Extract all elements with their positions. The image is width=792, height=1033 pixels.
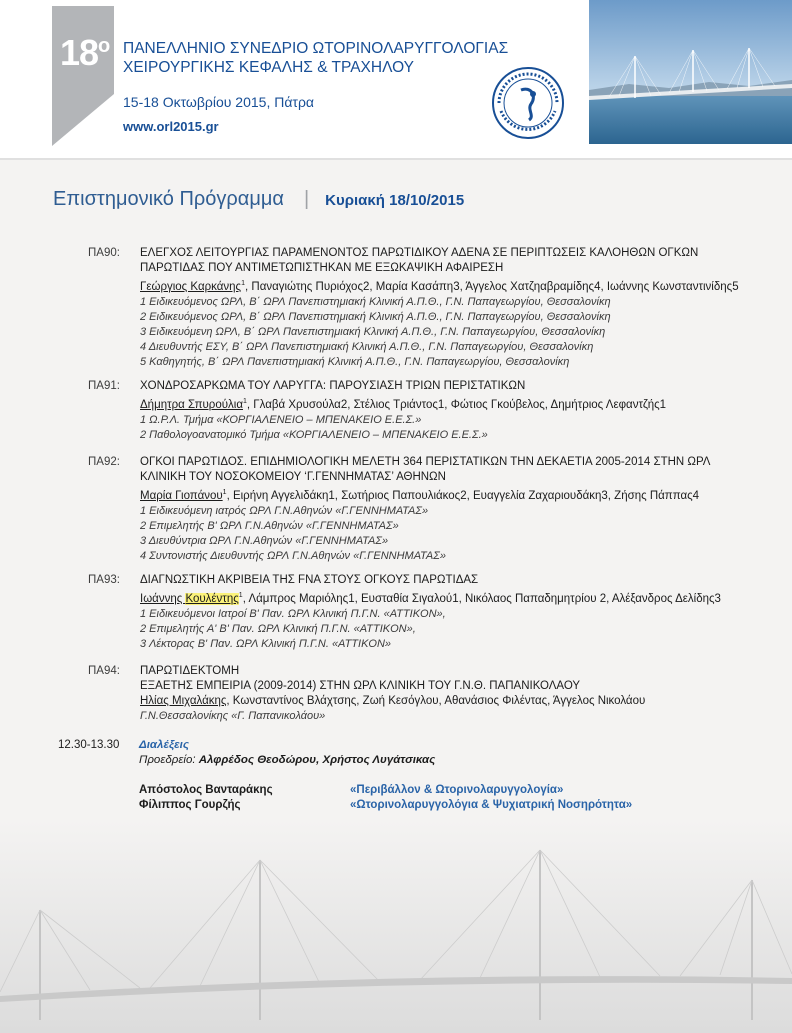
- entry-id: ΠΑ92:: [88, 456, 120, 468]
- coauthors: , Κωνσταντίνος Βλάχτσης, Ζωή Κεσόγλου, Αθανάσιος Φιλέντας, Άγγελος Νικολάου: [226, 695, 646, 707]
- entry-authors: Δήμητρα Σπυρούλια$^1$, Γλαβά Χρυσούλα2, Στέλιος Τριάντος1, Φώτιος Γκούβελος, Δημήτριος Λεφαντζής1: [140, 398, 667, 411]
- highlighted-surname: Κουλέντης: [185, 592, 239, 605]
- coauthors: , Λάμπρος Μαριόλης1, Ευσταθία Σιγαλού1, Νικόλαος Παπαδημητρίου 2, Αλέξανδρος Δελίδης3: [242, 592, 721, 605]
- entry-id: ΠΑ90:: [88, 247, 120, 259]
- affiliation: 2 Παθολογοανατομικό Τμήμα «ΚΟΡΓΙΑΛΕΝΕΙΟ – ΜΠΕΝΑΚΕΙΟ Ε.Ε.Σ.»: [140, 428, 488, 441]
- lectures-session: [58, 738, 758, 768]
- presenter-name: Ηλίας Μιχαλάκης: [140, 695, 227, 707]
- affiliation: 5 Καθηγητής, Β΄ ΩΡΛ Πανεπιστημιακή Κλινική Α.Π.Θ., Γ.Ν. Παπαγεωργίου, Θεσσαλονίκη: [140, 355, 570, 368]
- affiliation: Γ.Ν.Θεσσαλονίκης «Γ. Παπανικολάου»: [140, 710, 326, 722]
- affiliation: 3 Λέκτορας Β' Παν. ΩΡΛ Κλινική Π.Γ.Ν. «ATTIKON»: [140, 637, 392, 650]
- presenter-name: Μαρία Γιοπάνου: [140, 489, 223, 502]
- lecture-topic: «Περιβάλλον & Ωτορινολαρυγγολογία»: [350, 784, 564, 796]
- affiliation: 1 Ειδικευόμενοι Ιατροί Β' Παν. ΩΡΛ Κλινική Π.Γ.Ν. «ATTIKON»,: [140, 607, 446, 620]
- coauthors: , Γλαβά Χρυσούλα2, Στέλιος Τριάντος1, Φώτιος Γκούβελος, Δημήτριος Λεφαντζής1: [246, 398, 667, 411]
- entry-title: ΕΞΑΕΤΗΣ ΕΜΠΕΙΡΙΑ (2009-2014) ΣΤΗΝ ΩΡΛ ΚΛΙΝΙΚΗ ΤΟΥ Γ.Ν.Θ. ΠΑΠΑΝΙΚΟΛΑΟΥ: [140, 680, 581, 692]
- abstract-entry-pa91: [88, 379, 758, 443]
- affiliation: 4 Διευθυντής ΕΣΥ, Β΄ ΩΡΛ Πανεπιστημιακή Κλινική Α.Π.Θ., Γ.Ν. Παπαγεωργίου, Θεσσαλονίκη: [140, 340, 594, 353]
- entry-authors: Γεώργιος Καρκάνης$^1$, Παναγιώτης Πυριόχος2, Μαρία Κασάπη3, Άγγελος Χατζηαβραμίδης4, Ιωάννης Κωνσταντινίδης5: [140, 280, 739, 293]
- bridge-watermark: [0, 820, 792, 1033]
- society-seal-logo: [491, 66, 565, 140]
- chairs-label: Προεδρείο:: [139, 754, 196, 766]
- lecture-topic: «Ωτορινολαρυγγολόγια & Ψυχιατρική Νοσηρότητα»: [350, 799, 633, 811]
- affiliation: 2 Επιμελητής Β' ΩΡΛ Γ.Ν.Αθηνών «Γ.ΓΕΝΝΗΜΑΤΑΣ»: [140, 519, 399, 532]
- session-chairs: [58, 753, 758, 768]
- conference-url[interactable]: www.orl2015.gr: [123, 119, 219, 134]
- coauthors: , Παναγιώτης Πυριόχος2, Μαρία Κασάπη3, Άγγελος Χατζηαβραμίδης4, Ιωάννης Κωνσταντινίδης5: [245, 280, 739, 293]
- affiliation: 1 Ω.Ρ.Λ. Τμήμα «ΚΟΡΓΙΑΛΕΝΕΙΟ – ΜΠΕΝΑΚΕΙΟ Ε.Ε.Σ.»: [140, 413, 422, 426]
- entry-id: ΠΑ93:: [88, 574, 120, 586]
- entry-title: ΔΙΑΓΝΩΣΤΙΚΗ ΑΚΡΙΒΕΙΑ ΤΗΣ FNA ΣΤΟΥΣ ΟΓΚΟΥΣ ΠΑΡΩΤΙΔΑΣ: [140, 574, 479, 586]
- conference-dates: 15-18 Οκτωβρίου 2015, Πάτρα: [123, 94, 315, 110]
- entry-authors: [88, 694, 758, 709]
- presenter-name: Δήμητρα Σπυρούλια: [140, 398, 243, 411]
- presenter-name: Γεώργιος Καρκάνης: [140, 280, 242, 293]
- header: [0, 0, 792, 160]
- coauthors: , Ειρήνη Αγγελιδάκη1, Σωτήριος Παπουλιάκος2, Ευαγγελία Ζαχαριουδάκη3, Ζήσης Πάππας4: [226, 489, 700, 502]
- affiliation: 4 Συντονιστής Διευθυντής ΩΡΛ Γ.Ν.Αθηνών «Γ.ΓΕΝΝΗΜΑΤΑΣ»: [140, 549, 446, 562]
- lecture-speaker: Απόστολος Βανταράκης: [139, 784, 273, 796]
- abstract-entry-pa92: [88, 455, 758, 564]
- entry-title: ΠΑΡΩΤΙΔΕΚΤΟΜΗ: [140, 665, 240, 677]
- section-heading: [53, 188, 464, 211]
- entry-title: ΕΛΕΓΧΟΣ ΛΕΙΤΟΥΡΓΙΑΣ ΠΑΡΑΜΕΝΟΝΤΟΣ ΠΑΡΩΤΙΔΙΚΟΥ ΑΔΕΝΑ ΣΕ ΠΕΡΙΠΤΩΣΕΙΣ ΚΑΛΟΗΘΩΝ ΟΓΚΩΝ: [140, 247, 699, 259]
- entry-title: ΠΑΡΩΤΙΔΑΣ ΠΟΥ ΑΝΤΙΜΕΤΩΠΙΣΤΗΚΑΝ ΜΕ ΕΞΩΚΑΨΙΚΗ ΑΦΑΙΡΕΣΗ: [140, 262, 504, 274]
- bridge-photo: [589, 0, 792, 144]
- section-title: Επιστημονικό Πρόγραμμα: [53, 188, 284, 210]
- section-separator: |: [303, 188, 310, 210]
- edition-badge: [52, 6, 114, 146]
- session-title: Διαλέξεις: [139, 739, 189, 751]
- entry-authors: Ιωάννης Κουλέντης$^1$, Λάμπρος Μαριόλης1, Ευσταθία Σιγαλού1, Νικόλαος Παπαδημητρίου 2, Αλέξανδρος Δελίδης3: [140, 592, 721, 605]
- affiliation: 3 Ειδικευόμενη ΩΡΛ, Β΄ ΩΡΛ Πανεπιστημιακή Κλινική Α.Π.Θ., Γ.Ν. Παπαγεωργίου, Θεσσαλονίκη: [140, 325, 606, 338]
- section-day: Κυριακή 18/10/2015: [325, 192, 465, 209]
- entry-title: ΚΛΙΝΙΚΗ ΤΟΥ ΝΟΣΟΚΟΜΕΙΟΥ ‘Γ.ΓΕΝΝΗΜΑΤΑΣ’ ΑΘΗΝΩΝ: [140, 471, 446, 483]
- affiliation: 1 Ειδικευόμενος ΩΡΛ, Β΄ ΩΡΛ Πανεπιστημιακή Κλινική Α.Π.Θ., Γ.Ν. Παπαγεωργίου, Θεσσαλονίκη: [140, 295, 611, 308]
- affiliation: 3 Διευθύντρια ΩΡΛ Γ.Ν.Αθηνών «Γ.ΓΕΝΝΗΜΑΤΑΣ»: [140, 534, 389, 547]
- abstract-entry-pa94: [88, 664, 758, 724]
- affiliation: 2 Επιμελητής Α' Β' Παν. ΩΡΛ Κλινική Π.Γ.Ν. «ATTIKON»,: [140, 622, 416, 635]
- entry-id: ΠΑ94:: [88, 665, 120, 677]
- affiliation: 1 Ειδικευόμενη ιατρός ΩΡΛ Γ.Ν.Αθηνών «Γ.ΓΕΝΝΗΜΑΤΑΣ»: [140, 504, 429, 517]
- presenter-name: Ιωάννης Κουλέντης: [140, 592, 239, 605]
- conference-title-line2: ΧΕΙΡΟΥΡΓΙΚΗΣ ΚΕΦΑΛΗΣ & ΤΡΑΧΗΛΟΥ: [123, 59, 415, 76]
- chairs-names: Αλφρέδος Θεοδώρου, Χρήστος Λυγάτσικας: [198, 754, 436, 766]
- affiliation: 2 Ειδικευόμενος ΩΡΛ, Β΄ ΩΡΛ Πανεπιστημιακή Κλινική Α.Π.Θ., Γ.Ν. Παπαγεωργίου, Θεσσαλονίκη: [140, 310, 611, 323]
- abstract-entry-pa90: [88, 246, 758, 370]
- entry-title: ΟΓΚΟΙ ΠΑΡΩΤΙΔΟΣ. ΕΠΙΔΗΜΙΟΛΟΓΙΚΗ ΜΕΛΕΤΗ 364 ΠΕΡΙΣΤΑΤΙΚΩΝ ΤΗΝ ΔΕΚΑΕΤΙΑ 2005-2014 ΣΤΗΝ ΩΡΛ: [140, 456, 711, 468]
- session-time: 12.30-13.30: [58, 739, 120, 751]
- entry-id: ΠΑ91:: [88, 380, 120, 392]
- conference-title-line1: ΠΑΝΕΛΛΗΝΙΟ ΣΥΝΕΔΡΙΟ ΩΤΟΡΙΝΟΛΑΡΥΓΓΟΛΟΓΙΑΣ: [123, 40, 509, 57]
- abstract-entry-pa93: [88, 573, 758, 652]
- lecture-speaker: Φίλιππος Γουρζής: [139, 799, 241, 811]
- entry-authors: Μαρία Γιοπάνου$^1$, Ειρήνη Αγγελιδάκη1, Σωτήριος Παπουλιάκος2, Ευαγγελία Ζαχαριουδάκη3, Ζήσης Πάππας4: [140, 489, 700, 502]
- edition-number: $18^o$: [60, 32, 110, 73]
- entry-title: ΧΟΝΔΡΟΣΑΡΚΩΜΑ ΤΟΥ ΛΑΡΥΓΓΑ: ΠΑΡΟΥΣΙΑΣΗ ΤΡΙΩΝ ΠΕΡΙΣΤΑΤΙΚΩΝ: [140, 380, 526, 392]
